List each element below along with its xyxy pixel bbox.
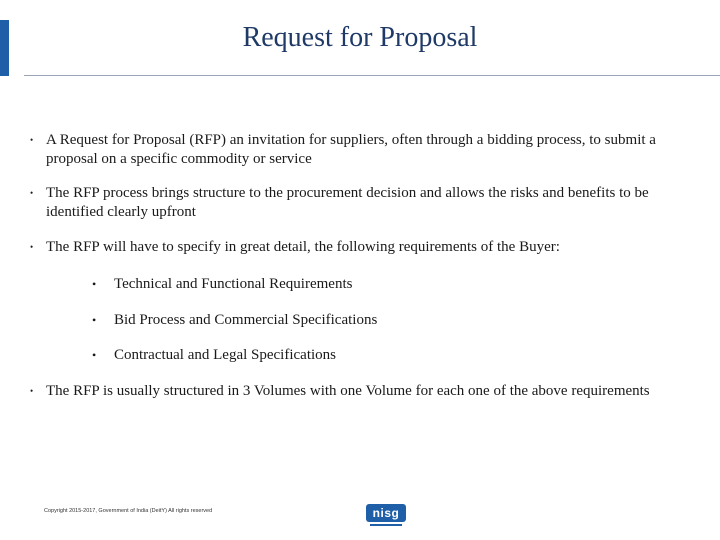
nisg-logo (366, 504, 406, 528)
sub-bullet-marker: • (92, 348, 97, 362)
bullet-text: The RFP will have to specify in great detail, the following requirements of the Buyer: (46, 239, 560, 255)
footer-copyright: Copyright 2015-2017, Government of India (DeitY) All rights reserved (44, 508, 213, 514)
bullet-text: The RFP is usually structured in 3 Volumes with one Volume for each one of the above requirements (46, 383, 650, 399)
sub-bullet-marker: • (92, 277, 97, 291)
bullet-text: A Request for Proposal (RFP) an invitation for suppliers, often through a bidding process, to submit a proposal on a specific commodity or service (46, 132, 656, 167)
bullet-marker: • (30, 188, 34, 198)
bullet-marker: • (30, 386, 34, 396)
bullet-text: The RFP process brings structure to the procurement decision and allows the risks and benefits to be identified clearly upfront (46, 185, 649, 220)
sub-bullet-item (92, 311, 652, 330)
bullet-marker: • (30, 135, 34, 145)
sub-bullet-text: Technical and Functional Requirements (114, 276, 353, 292)
sub-bullet-text: Contractual and Legal Specifications (114, 347, 337, 363)
bullet-item (30, 184, 690, 222)
sub-bullet-marker: • (92, 313, 97, 327)
sub-bullet-text: Bid Process and Commercial Specifications (114, 312, 378, 328)
bullet-item (30, 238, 690, 257)
sub-bullet-item (92, 275, 652, 294)
logo-underline (370, 524, 402, 526)
logo-mark: nisg (366, 504, 406, 522)
bullet-item (30, 131, 690, 169)
bullet-item (30, 382, 690, 401)
slide-title: Request for Proposal (242, 22, 478, 53)
bullet-marker: • (30, 242, 34, 252)
sub-bullet-item (92, 346, 652, 365)
